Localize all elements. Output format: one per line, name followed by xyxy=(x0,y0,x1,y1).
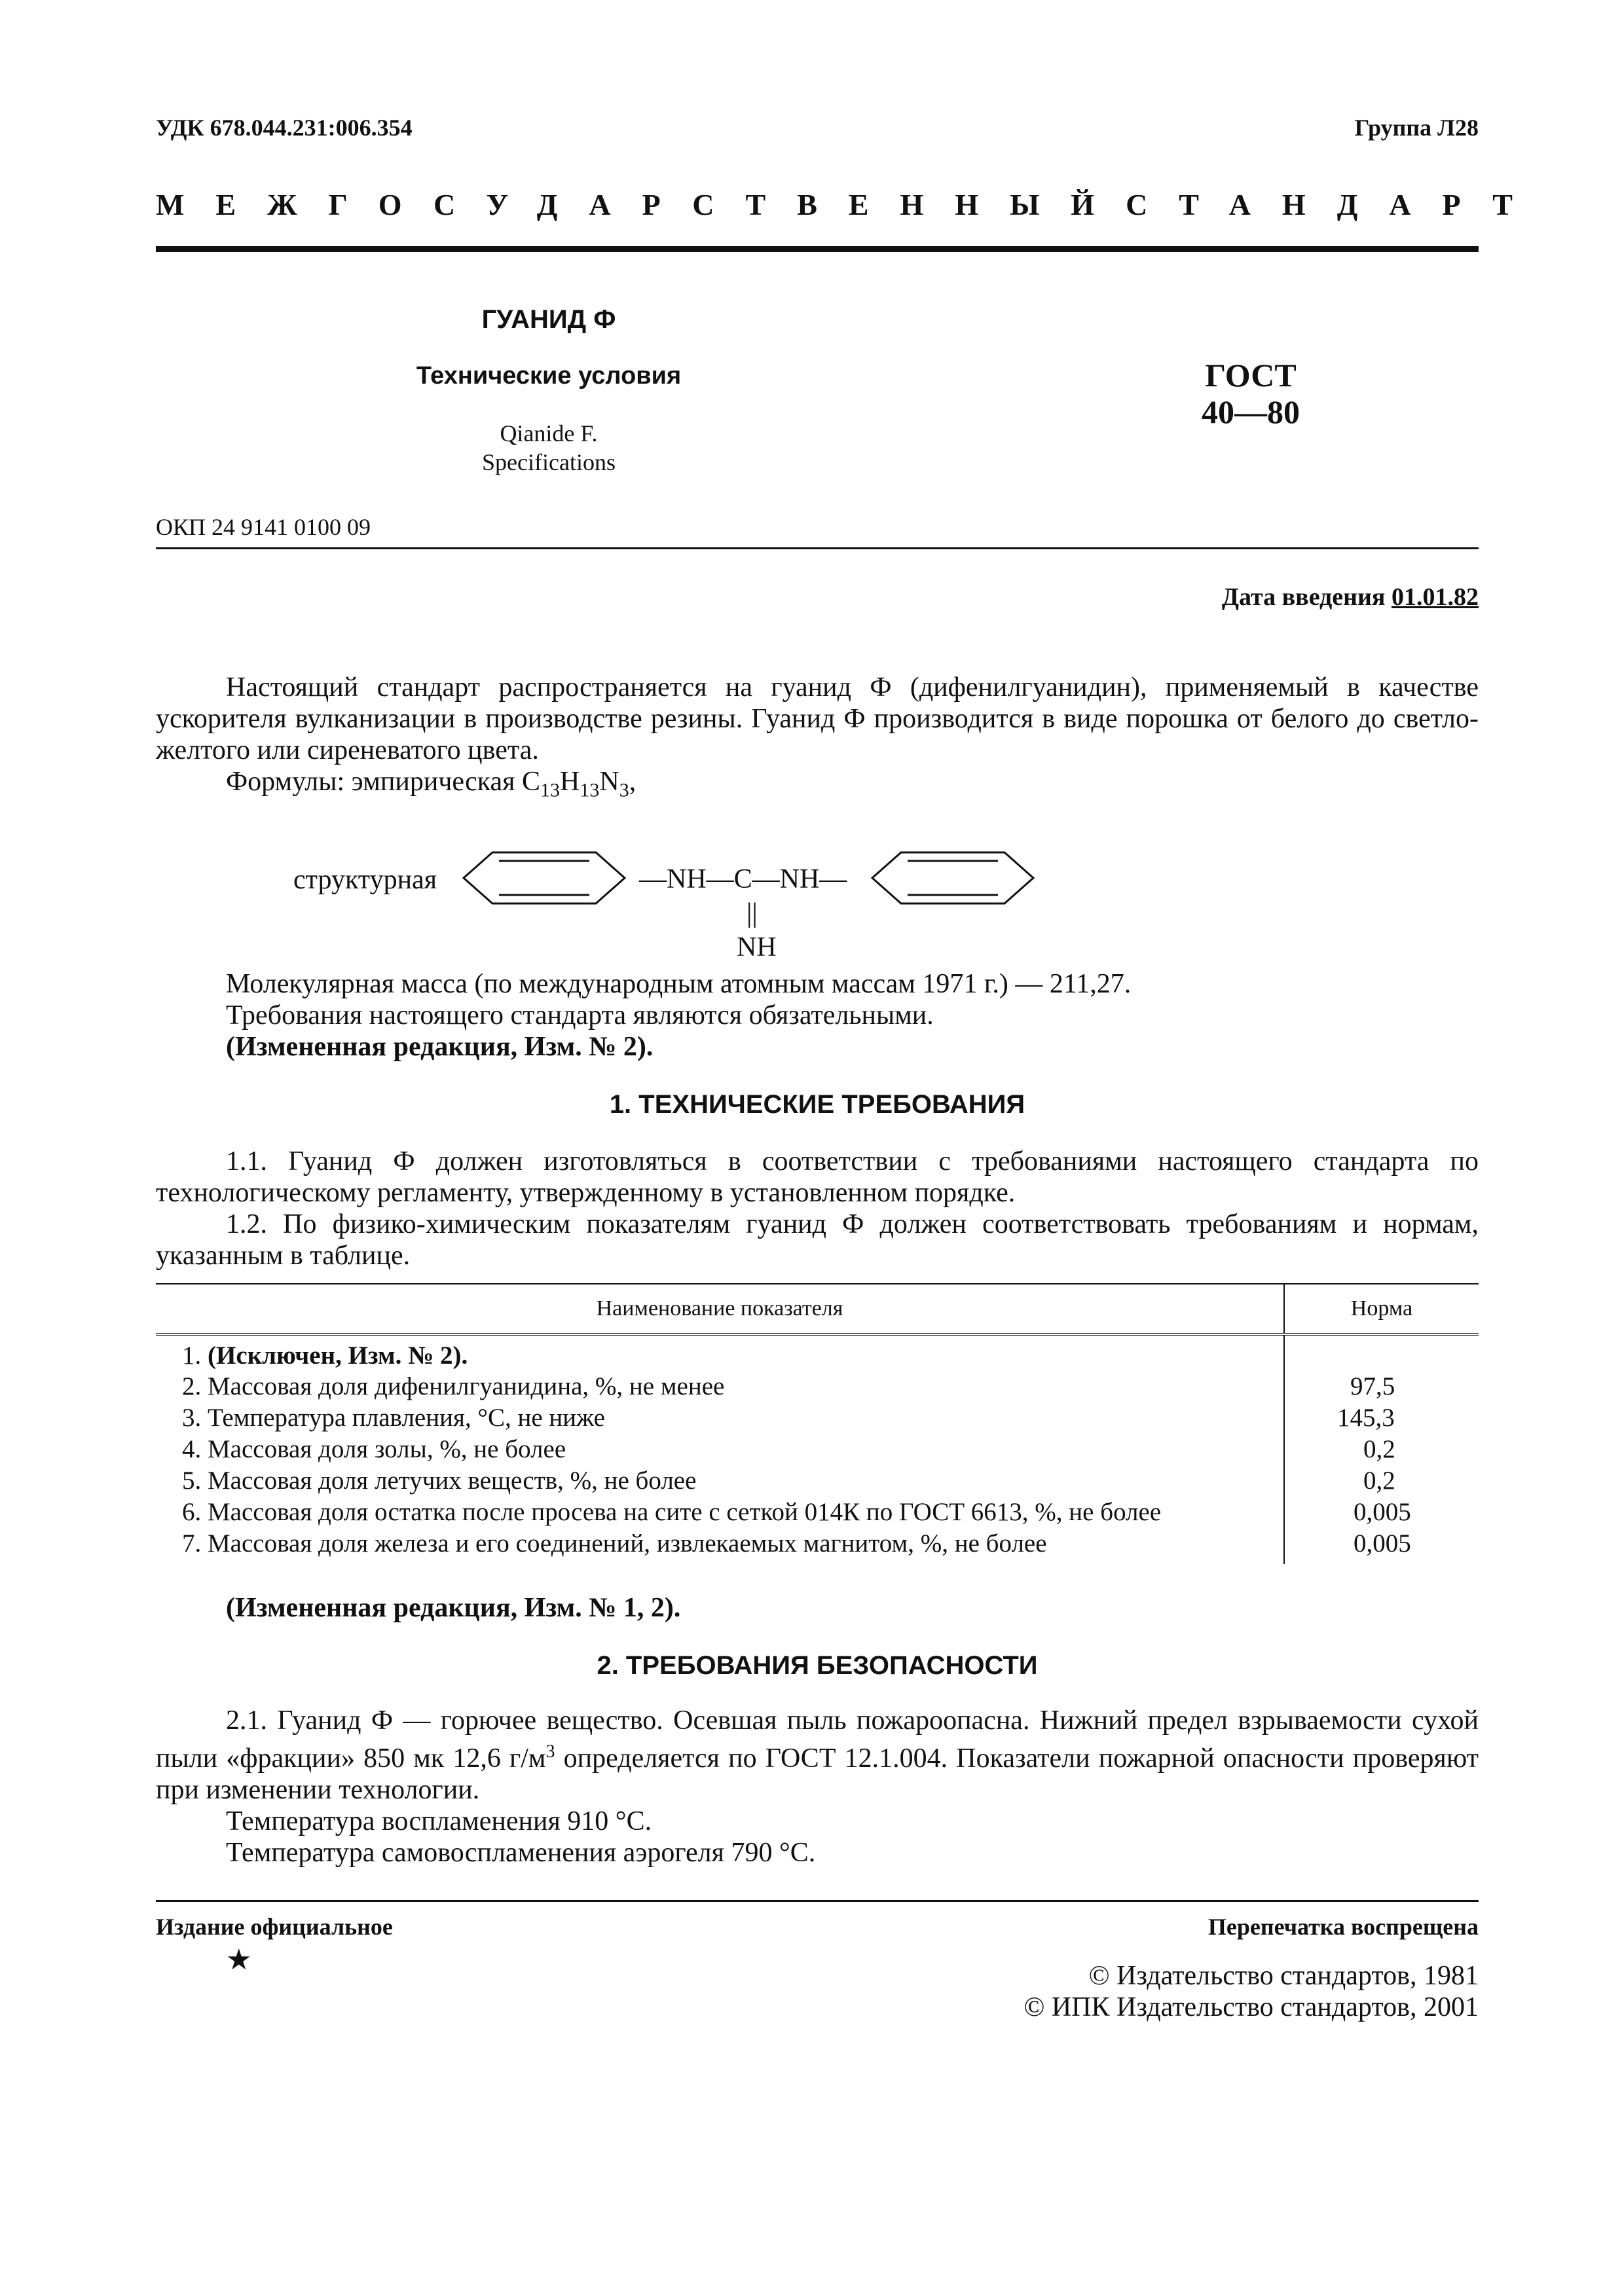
banner-interstate: МЕЖГОСУДАРСТВЕННЫЙ xyxy=(156,188,1126,221)
intro-section xyxy=(156,672,1479,806)
footer-rule xyxy=(156,1900,1479,1902)
molar-mass: Молекулярная масса (по международным атомным массам 1971 г.) — 211,27. xyxy=(226,969,1132,999)
intro-tail xyxy=(156,968,1479,1063)
structural-label: структурная xyxy=(293,865,437,895)
row-name: Массовая доля железа и его соединений, извлекаемых магнитом, %, не более xyxy=(208,1529,1047,1558)
table-row: 4. Массовая доля золы, %, не более 0,2 xyxy=(156,1433,1479,1465)
date-label: Дата введения xyxy=(1221,583,1386,611)
row-value: 145,3 xyxy=(1337,1403,1395,1432)
row-value xyxy=(1284,1334,1479,1370)
product-title: ГУАНИД Ф xyxy=(481,305,616,334)
row-value: 97,5 xyxy=(1350,1372,1395,1400)
row-name: Температура плавления, °С, не ниже xyxy=(208,1403,605,1432)
benzene-ring-right xyxy=(872,852,1033,903)
section2-text xyxy=(156,1705,1479,1868)
okp-code: ОКП 24 9141 0100 09 xyxy=(156,514,371,540)
section1-para1: 1.1. Гуанид Ф должен изготовляться в соответствии с требованиями настоящего стандарта по технологическому регламенту, утвержденному в установленном порядке. xyxy=(156,1146,1479,1208)
section1-para2: 1.2. По физико-химическим показателям гуанид Ф должен соответствовать требованиям и нормам, указанным в таблице. xyxy=(156,1209,1479,1271)
table-row: 1. (Исключен, Изм. № 2). xyxy=(156,1334,1479,1370)
introduction-date xyxy=(1222,583,1479,611)
struct-chain: —NH—C—NH— xyxy=(639,864,847,894)
table-header-norm: Норма xyxy=(1350,1296,1413,1321)
row-value: 0,005 xyxy=(1354,1497,1411,1526)
header-thick-rule xyxy=(156,246,1479,252)
udk-code: УДК 678.044.231:006.354 xyxy=(156,115,413,141)
section1-heading: 1. ТЕХНИЧЕСКИЕ ТРЕБОВАНИЯ xyxy=(609,1090,1025,1119)
table-row: 3. Температура плавления, °С, не ниже 145,3 xyxy=(156,1402,1479,1433)
title-rule xyxy=(156,547,1479,549)
requirements-table xyxy=(156,1283,1479,1564)
empirical-formula: Формулы: эмпирическая $C_{13}H_{13}N_3$, xyxy=(226,767,636,801)
standard-banner xyxy=(156,187,1544,222)
copyright-2001: © ИПК Издательство стандартов, 2001 xyxy=(1023,1992,1479,2022)
product-subtitle: Технические условия xyxy=(416,362,682,390)
row-name: Массовая доля дифенилгуанидина, %, не менее xyxy=(208,1372,725,1400)
gost-number: 40—80 xyxy=(1202,393,1300,430)
row-value: 0,2 xyxy=(1363,1434,1395,1463)
official-edition: Издание официальное xyxy=(156,1914,393,1940)
benzene-ring-left xyxy=(464,852,625,903)
table-row: 7. Массовая доля железа и его соединений, извлекаемых магнитом, %, не более 0,005 xyxy=(156,1527,1479,1564)
section1-text xyxy=(156,1146,1479,1271)
struct-imine: NH xyxy=(737,932,777,962)
copyright-block xyxy=(1023,1960,1479,2023)
row-name: (Исключен, Изм. № 2). xyxy=(208,1341,468,1370)
mandatory-note: Требования настоящего стандарта являются обязательными. xyxy=(226,1000,934,1030)
table-row: 5. Массовая доля летучих веществ, %, не более 0,2 xyxy=(156,1465,1479,1496)
date-value: 01.01.82 xyxy=(1392,583,1479,611)
title-block xyxy=(287,305,811,477)
row-name: Массовая доля золы, %, не более xyxy=(208,1434,566,1463)
english-title: Qianide F. xyxy=(500,420,598,446)
english-subtitle: Specifications xyxy=(482,449,616,475)
amendment-note-section1: (Измененная редакция, Изм. № 1, 2). xyxy=(226,1593,681,1623)
row-name: Массовая доля летучих веществ, %, не более xyxy=(208,1466,697,1495)
gost-designation xyxy=(1133,357,1369,430)
section2-para1: 2.1. Гуанид Ф — горючее вещество. Осевшая пыль пожароопасна. Нижний предел взрываемости сухой пыли «фракции» 850 мк 12,6 $г/м^3$ определяется по ГОСТ 12.1.004. Показатели пожарной опасности проверяют при изменении технологии. xyxy=(156,1705,1479,1805)
group-code: Группа Л28 xyxy=(1354,115,1479,141)
amendment-note-intro: (Измененная редакция, Изм. № 2). xyxy=(226,1032,654,1062)
struct-double-bond: || xyxy=(746,898,758,928)
table-row: 2. Массовая доля дифенилгуанидина, %, не менее 97,5 xyxy=(156,1370,1479,1402)
star-icon: ★ xyxy=(226,1944,252,1976)
row-name: Массовая доля остатка после просева на сите с сеткой 014К по ГОСТ 6613, %, не более xyxy=(208,1497,1162,1526)
section2-heading: 2. ТРЕБОВАНИЯ БЕЗОПАСНОСТИ xyxy=(597,1651,1038,1680)
intro-paragraph: Настоящий стандарт распространяется на гуанид Ф (дифенилгуанидин), применяемый в качестве ускорителя вулканизации в производстве резины. Гуанид Ф производится в виде порошка от белого до светло-желтого или сиреневатого цвета. xyxy=(156,672,1479,765)
reprint-prohibited: Перепечатка воспрещена xyxy=(1207,1914,1479,1940)
row-value: 0,2 xyxy=(1363,1466,1395,1495)
ignition-temperature: Температура воспламенения 910 °С. xyxy=(226,1806,652,1836)
banner-standard: СТАНДАРТ xyxy=(1126,188,1544,221)
row-value: 0,005 xyxy=(1354,1529,1411,1558)
structural-formula-diagram xyxy=(458,845,1061,975)
table-header-name: Наименование показателя xyxy=(156,1284,1284,1334)
copyright-1981: © Издательство стандартов, 1981 xyxy=(1088,1961,1479,1991)
table-row: 6. Массовая доля остатка после просева на сите с сеткой 014К по ГОСТ 6613, %, не более 0,005 xyxy=(156,1496,1479,1527)
autoignition-temperature: Температура самовоспламенения аэрогеля 790 °С. xyxy=(226,1838,816,1868)
gost-label: ГОСТ xyxy=(1205,357,1297,393)
formula-value: $C_{13}H_{13}N_3$, xyxy=(521,767,636,801)
